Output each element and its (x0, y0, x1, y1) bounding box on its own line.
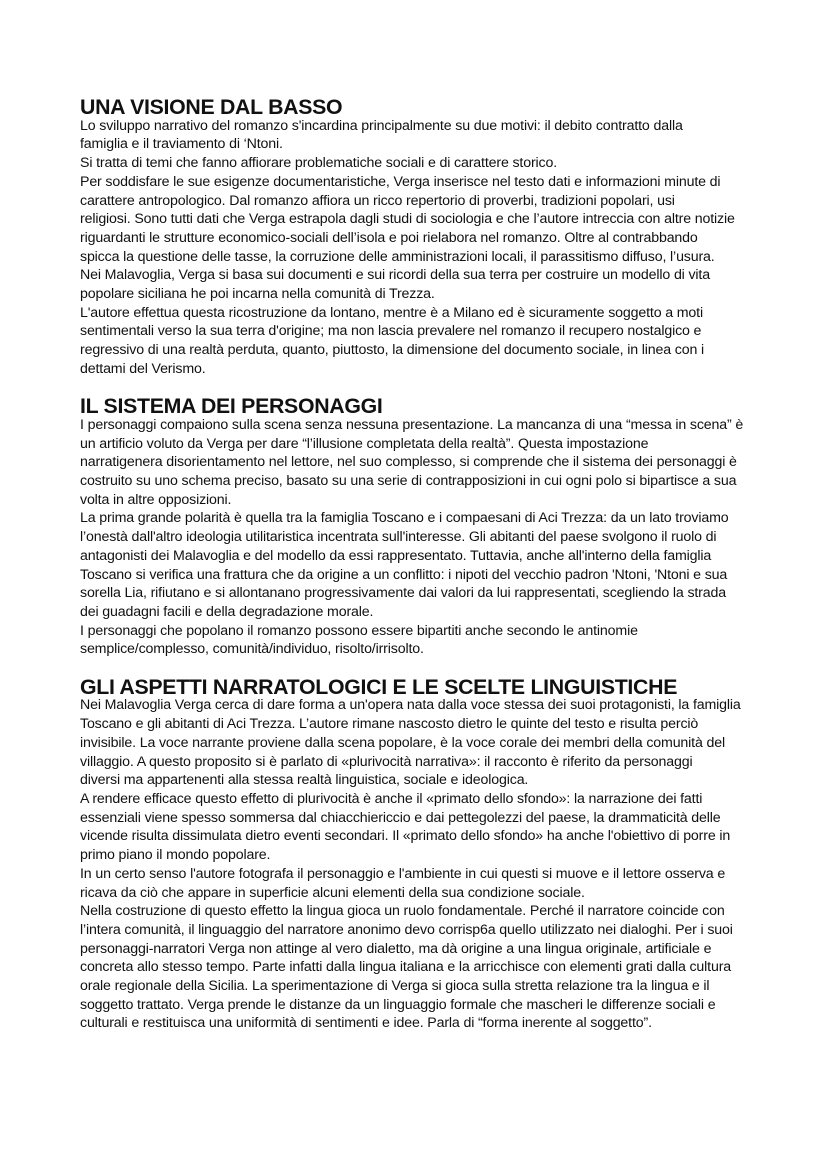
text-line: L'autore effettua questa ricostruzione da lontano, mentre è a Milano ed è sicuramente soggetto a moti (80, 304, 703, 321)
text-line: ricava da ciò che appare in superficie alcuni elementi della sua condizione sociale. (80, 884, 585, 901)
text-line: volta in altre opposizioni. (80, 491, 232, 508)
text-line: I personaggi compaiono sulla scena senza nessuna presentazione. La mancanza di una “messa in scena” è (80, 416, 744, 433)
text-line: spicca la questione delle tasse, la corruzione delle amministrazioni locali, il parassitismo diffuso, l’usura. (80, 248, 715, 265)
text-line: vicende risulta dissimulata dietro eventi secondari. Il «primato dello sfondo» ha anche l'obiettivo di porre in (80, 828, 731, 845)
text-line: riguardanti le strutture economico-sociali dell’isola e poi rielabora nel romanzo. Oltre al contrabbando (80, 229, 698, 246)
text-line: popolare siciliana he poi incarna nella comunità di Trezza. (80, 286, 435, 303)
text-line: invisibile. La voce narrante proviene dalla scena popolare, è la voce corale dei membri della comunità del (80, 734, 725, 751)
text-line: La prima grande polarità è quella tra la famiglia Toscano e i compaesani di Aci Trezza: da un lato troviamo (80, 510, 729, 527)
text-line: un artificio voluto da Verga per dare “l’illusione completata della realtà”. Questa impostazione (80, 435, 649, 452)
section-heading: IL SISTEMA DEI PERSONAGGI (80, 394, 383, 419)
text-line: primo piano il mondo popolare. (80, 847, 271, 864)
section-aspetti-narratologici (80, 674, 760, 1033)
text-line: soggetto trattato. Verga prende le distanze da un linguaggio formale che mascheri le differenze sociali e (80, 996, 716, 1013)
text-line: villaggio. A questo proposito si è parlato di «plurivocità narrativa»: il racconto è riferito da personaggi (80, 753, 693, 770)
text-line: sentimentali verso la sua terra d'origine; ma non lascia prevalere nel romanzo il recupero nostalgico e (80, 323, 702, 340)
text-line: In un certo senso l'autore fotografa il personaggio e l'ambiente in cui questi si muove e il lettore osserva e (80, 865, 726, 882)
text-line: orale regionale della Sicilia. La sperimentazione di Verga si gioca sulla stretta relazione tra la lingua e il (80, 978, 710, 995)
text-line: l’onestà dall'altro ideologia utilitaristica incentrata sull'interesse. Gli abitanti del paese svolgono il ruolo di (80, 529, 717, 546)
text-line: I personaggi che popolano il romanzo possono essere bipartiti anche secondo le antinomie (80, 622, 638, 639)
text-line: Si tratta di temi che fanno affiorare problematiche sociali e di carattere storico. (80, 155, 557, 172)
text-line: dei guadagni facili e della degradazione morale. (80, 603, 374, 620)
text-line: personaggi-narratori Verga non attinge al vero dialetto, ma dà origine a una lingua originale, artificiale e (80, 940, 712, 957)
section-il-sistema-dei-personaggi (80, 394, 760, 659)
text-line: concreta allo stesso tempo. Parte infatti dalla lingua italiana e la arricchisce con elementi grati dalla cultura (80, 959, 732, 976)
section-body (80, 416, 760, 659)
text-line: diversi ma appartenenti alla stessa realtà linguistica, sociale e ideologica. (80, 772, 529, 789)
text-line: l’intera comunità, il linguaggio del narratore anonimo devo corrisp6a quello utilizzato nei dialoghi. Per i suoi (80, 921, 733, 938)
section-heading: GLI ASPETTI NARRATOLOGICI E LE SCELTE LINGUISTICHE (80, 674, 678, 699)
text-line: dettami del Verismo. (80, 360, 206, 377)
text-line: antagonisti dei Malavoglia e del modello da essi rappresentato. Tuttavia, anche all'interno della famiglia (80, 547, 712, 564)
text-line: Nella costruzione di questo effetto la lingua gioca un ruolo fondamentale. Perché il narratore coincide con (80, 903, 725, 920)
text-line: Toscano si verifica una frattura che da origine a un conflitto: i nipoti del vecchio padron 'Ntoni, 'Ntoni e sua (80, 566, 728, 583)
section-body (80, 696, 760, 1033)
section-body (80, 117, 760, 379)
text-line: culturali e restituisca una uniformità di sentimenti e idee. Parla di “forma inerente al soggetto”. (80, 1015, 652, 1032)
text-line: costruito su uno schema preciso, basato su una serie di contrapposizioni in cui ogni polo si bipartisce a sua (80, 473, 737, 490)
document-page (80, 95, 760, 1052)
text-line: famiglia e il traviamento di ‘Ntoni. (80, 136, 283, 153)
text-line: regressivo di una realtà perduta, quanto, piuttosto, la dimensione del documento sociale, in linea con i (80, 342, 705, 359)
text-line: narratigenera disorientamento nel lettore, nel suo complesso, si comprende che il sistema dei personaggi è (80, 454, 737, 471)
section-una-visione-dal-basso (80, 95, 760, 379)
text-line: sorella Lia, rifiutano e si allontanano progressivamente dai valori da lui rappresentati, scegliendo la strada (80, 585, 726, 602)
text-line: religiosi. Sono tutti dati che Verga estrapola dagli studi di sociologia e che l’autore intreccia con altre notizie (80, 211, 735, 228)
section-heading: UNA VISIONE DAL BASSO (80, 95, 343, 119)
text-line: carattere antropologico. Dal romanzo affiora un ricco repertorio di proverbi, tradizioni popolari, usi (80, 192, 675, 209)
text-line: semplice/complesso, comunità/individuo, risolto/irrisolto. (80, 641, 424, 658)
text-line: Lo sviluppo narrativo del romanzo s'incardina principalmente su due motivi: il debito contratto dalla (80, 117, 683, 134)
text-line: Per soddisfare le sue esigenze documentaristiche, Verga inserisce nel testo dati e informazioni minute di (80, 173, 721, 190)
text-line: Toscano e gli abitanti di Aci Trezza. L’autore rimane nascosto dietro le quinte del testo e risulta perciò (80, 716, 699, 733)
text-line: essenziali viene spesso sommersa dal chiacchiericcio e dai pettegolezzi del paese, la drammaticità delle (80, 809, 721, 826)
text-line: A rendere efficace questo effetto di plurivocità è anche il «primato dello sfondo»: la narrazione dei fatti (80, 790, 703, 807)
text-line: Nei Malavoglia, Verga si basa sui documenti e sui ricordi della sua terra per costruire un modello di vita (80, 267, 710, 284)
text-line: Nei Malavoglia Verga cerca di dare forma a un'opera nata dalla voce stessa dei suoi protagonisti, la famiglia (80, 697, 741, 714)
